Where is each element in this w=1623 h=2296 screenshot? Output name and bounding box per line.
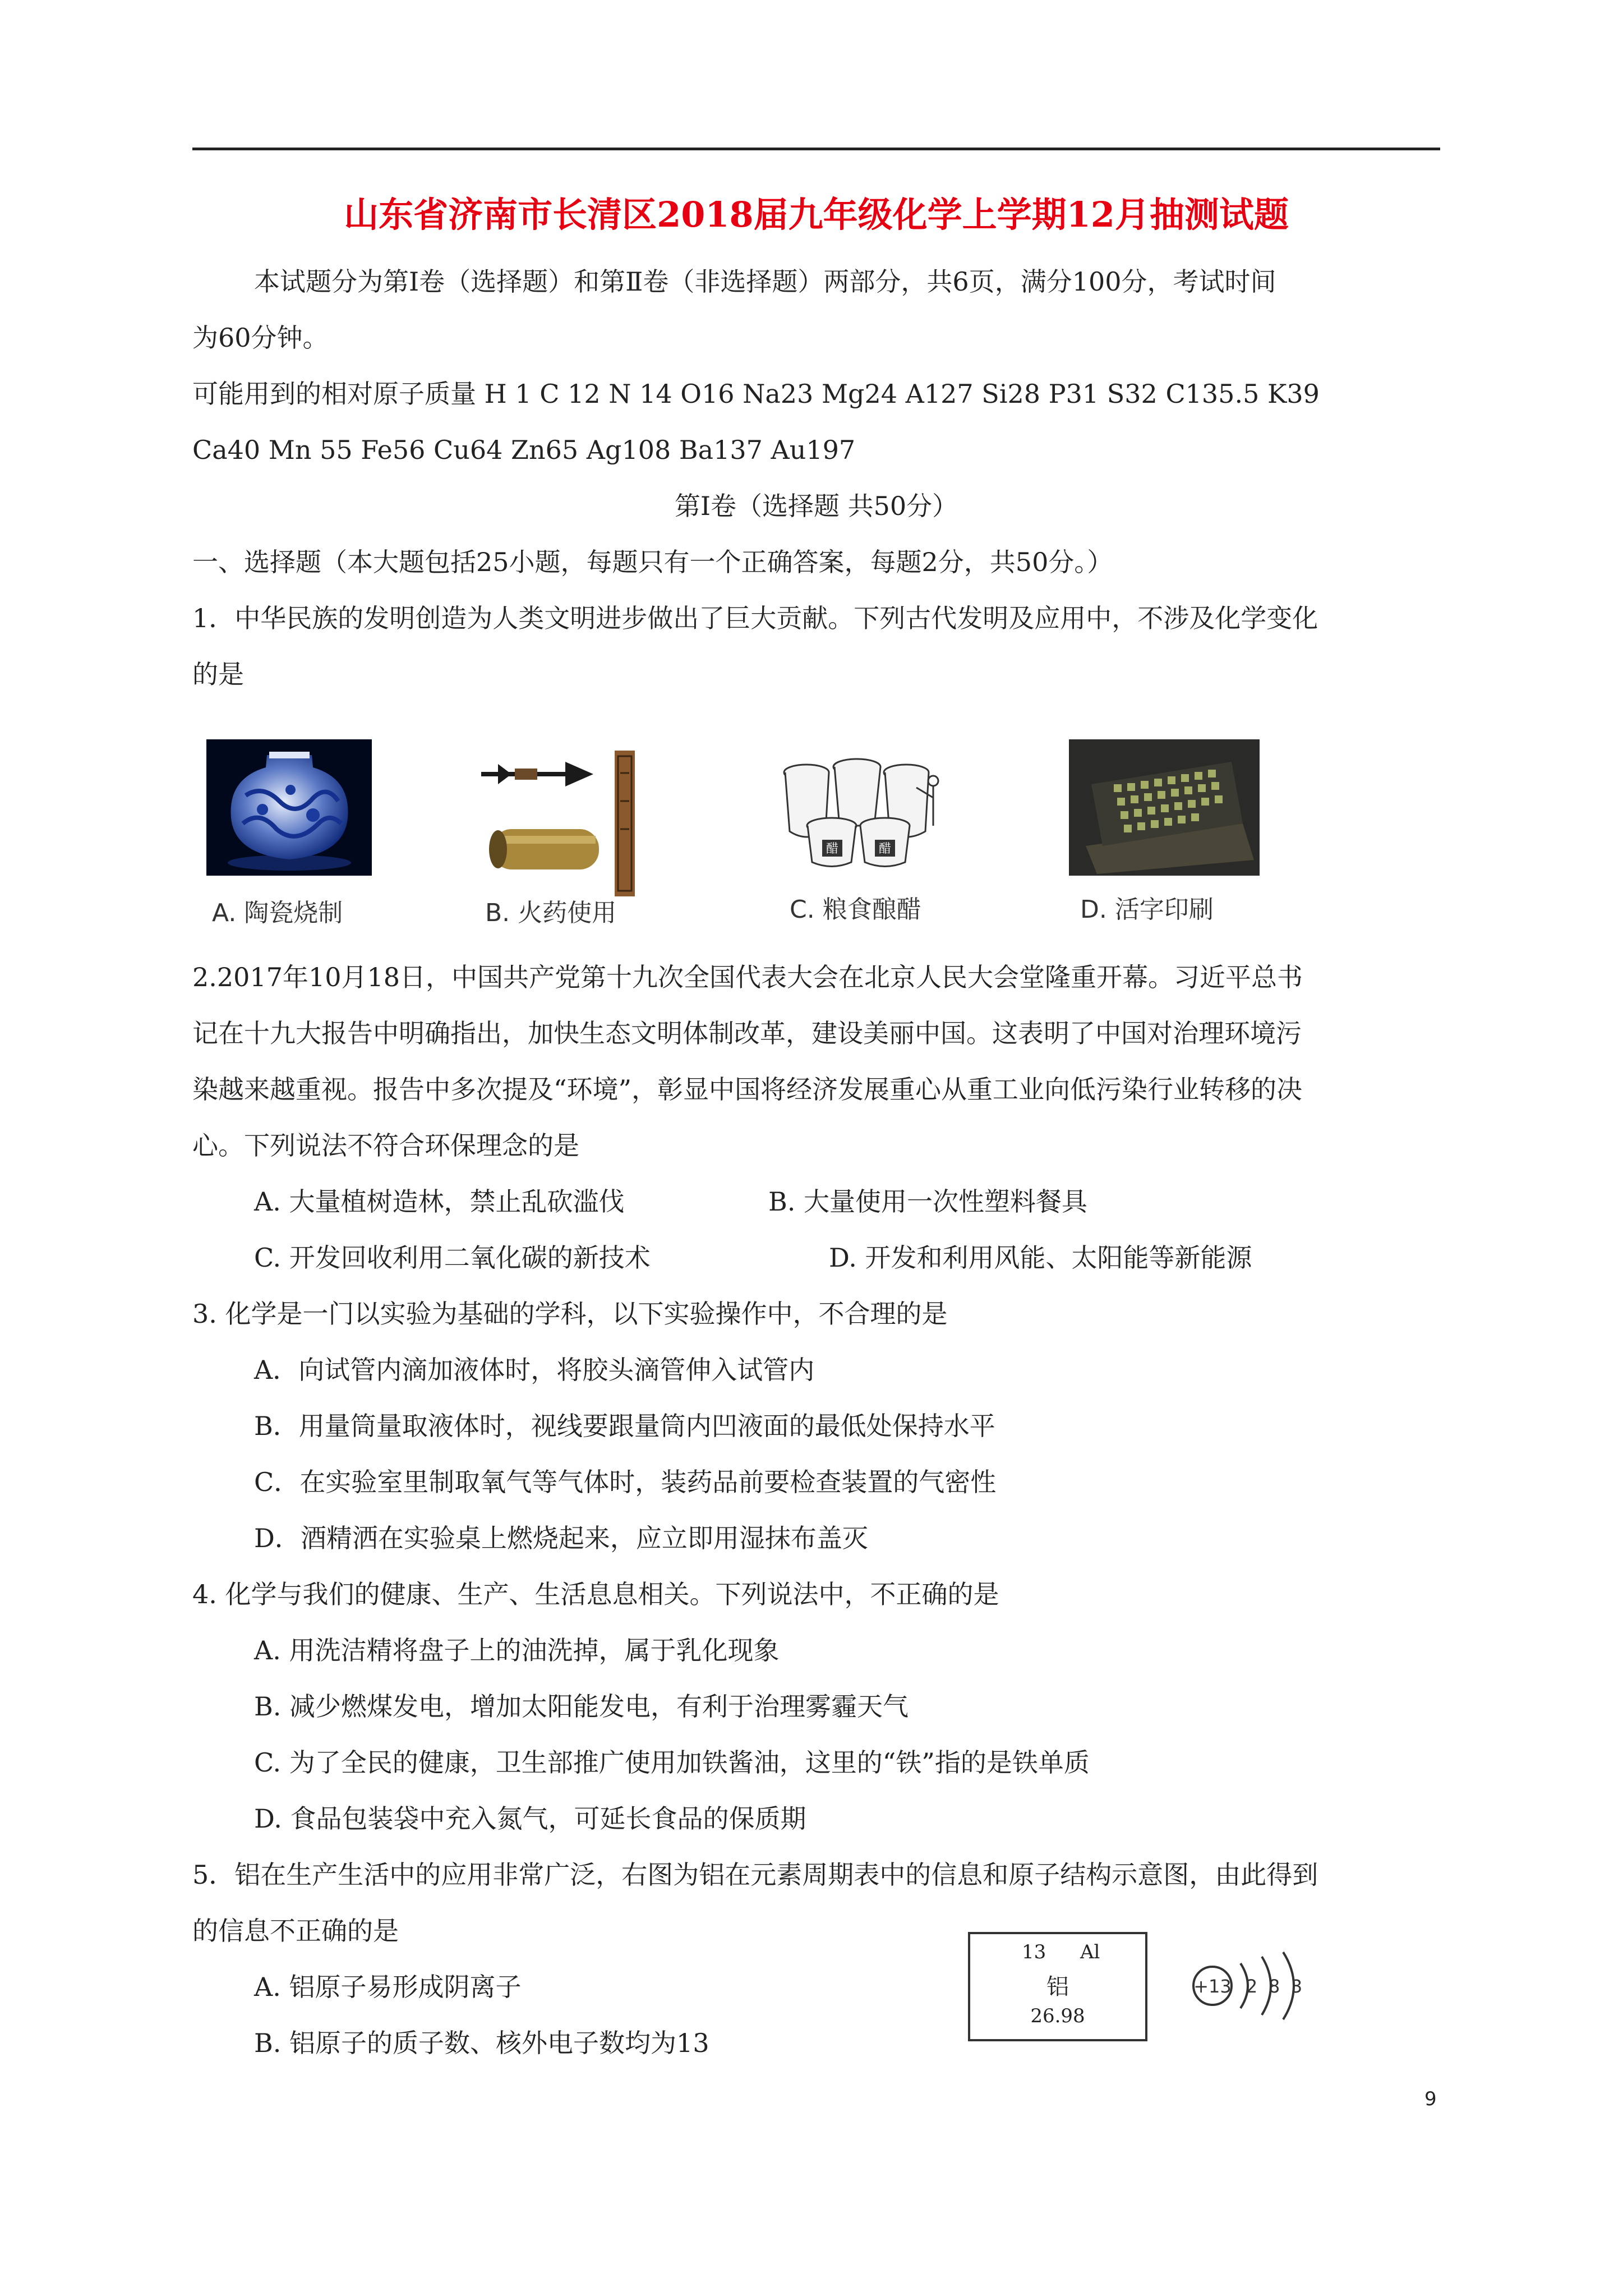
vat-label-right: 醋 [878,842,892,856]
section-heading: 第Ⅰ卷（选择题 共50分） [674,491,958,521]
gunpowder-weapons-image [481,739,644,896]
q3-option-b: B．用量筒量取液体时，视线要跟量筒内凹液面的最低处保持水平 [254,1411,995,1441]
q2-line-3: 染越来越重视。报告中多次提及“环境”，彰显中国将经济发展重心从重工业向低污染行业转移的决 [192,1074,1303,1105]
q2-line-2: 记在十九大报告中明确指出，加快生态文明体制改革，建设美丽中国。这表明了中国对治理环境污 [192,1018,1302,1048]
q1-line-1: 1．中华民族的发明创造为人类文明进步做出了巨大贡献。下列古代发明及应用中，不涉及化学变化 [192,603,1318,633]
periodic-table-cell [968,1932,1147,2041]
q2-option-b: B. 大量使用一次性塑料餐具 [768,1186,1088,1217]
shell-3-electrons: 3 [1290,1976,1303,1997]
intro-line-1: 本试题分为第Ⅰ卷（选择题）和第Ⅱ卷（非选择题）两部分，共6页，满分100分，考试时间 [254,266,1276,297]
header-rule [192,148,1440,150]
page-title: 山东省济南市长清区2018届九年级化学上学期12月抽测试题 [344,194,1289,235]
q4-option-d: D. 食品包装袋中充入氮气，可延长食品的保质期 [254,1803,806,1834]
q3-stem: 3. 化学是一门以实验为基础的学科，以下实验操作中，不合理的是 [192,1299,948,1329]
q2-option-a: A. 大量植树造林，禁止乱砍滥伐 [254,1186,625,1217]
porcelain-vase-image [206,739,372,876]
q1-line-2: 的是 [192,659,244,689]
section-instructions: 一、选择题（本大题包括25小题，每题只有一个正确答案，每题2分，共50分。） [192,547,1113,577]
q2-line-4: 心。下列说法不符合环保理念的是 [192,1130,579,1161]
q5-line-2: 的信息不正确的是 [192,1916,399,1946]
q1-caption-c: C. 粮食酿醋 [790,895,921,924]
q3-option-d: D．酒精洒在实验桌上燃烧起来，应立即用湿抹布盖灭 [254,1523,868,1553]
q1-caption-d: D. 活字印刷 [1080,895,1214,924]
q4-stem: 4. 化学与我们的健康、生产、生活息息相关。下列说法中，不正确的是 [192,1579,999,1609]
atomic-masses-line-2: Ca40 Mn 55 Fe56 Cu64 Zn65 Ag108 Ba137 Au197 [192,435,856,465]
q2-option-d: D. 开发和利用风能、太阳能等新能源 [829,1243,1252,1273]
q2-line-1: 2.2017年10月18日，中国共产党第十九次全国代表大会在北京人民大会堂隆重开幕。习近平总书 [192,962,1303,992]
q4-option-c: C. 为了全民的健康，卫生部推广使用加铁酱油，这里的“铁”指的是铁单质 [254,1747,1090,1778]
q5-option-b: B. 铝原子的质子数、核外电子数均为13 [254,2028,709,2058]
atomic-structure-diagram [1189,1947,1324,2025]
q1-caption-b: B. 火药使用 [485,899,617,927]
element-mass: 26.98 [1030,2005,1085,2027]
q1-caption-a: A. 陶瓷烧制 [212,899,343,927]
nucleus-charge: +13 [1193,1976,1232,1997]
element-name: 铝 [1046,1974,1069,2000]
movable-type-image [1069,739,1260,876]
q4-option-a: A. 用洗洁精将盘子上的油洗掉，属于乳化现象 [254,1635,780,1665]
q2-option-c: C. 开发回收利用二氧化碳的新技术 [254,1243,651,1273]
shell-1-electrons: 2 [1246,1976,1258,1997]
page-number: 9 [1424,2088,1437,2110]
vat-label-left: 醋 [826,842,839,856]
q5-line-1: 5．铝在生产生活中的应用非常广泛，右图为铝在元素周期表中的信息和原子结构示意图，由此得到 [192,1860,1318,1890]
intro-line-2: 为60分钟。 [192,323,329,353]
element-symbol: Al [1080,1941,1100,1963]
element-number: 13 [1022,1941,1046,1963]
q4-option-b: B. 减少燃煤发电，增加太阳能发电，有利于治理雾霾天气 [254,1691,909,1722]
q5-option-a: A. 铝原子易形成阴离子 [254,1972,522,2002]
shell-2-electrons: 8 [1268,1976,1280,1997]
q3-option-a: A．向试管内滴加液体时，将胶头滴管伸入试管内 [254,1355,815,1385]
vinegar-brewing-image [778,747,941,871]
q3-option-c: C．在实验室里制取氧气等气体时，装药品前要检查装置的气密性 [254,1467,997,1497]
atomic-masses-line-1: 可能用到的相对原子质量 H 1 C 12 N 14 O16 Na23 Mg24 A127 Si28 P31 S32 C135.5 K39 [192,379,1320,409]
